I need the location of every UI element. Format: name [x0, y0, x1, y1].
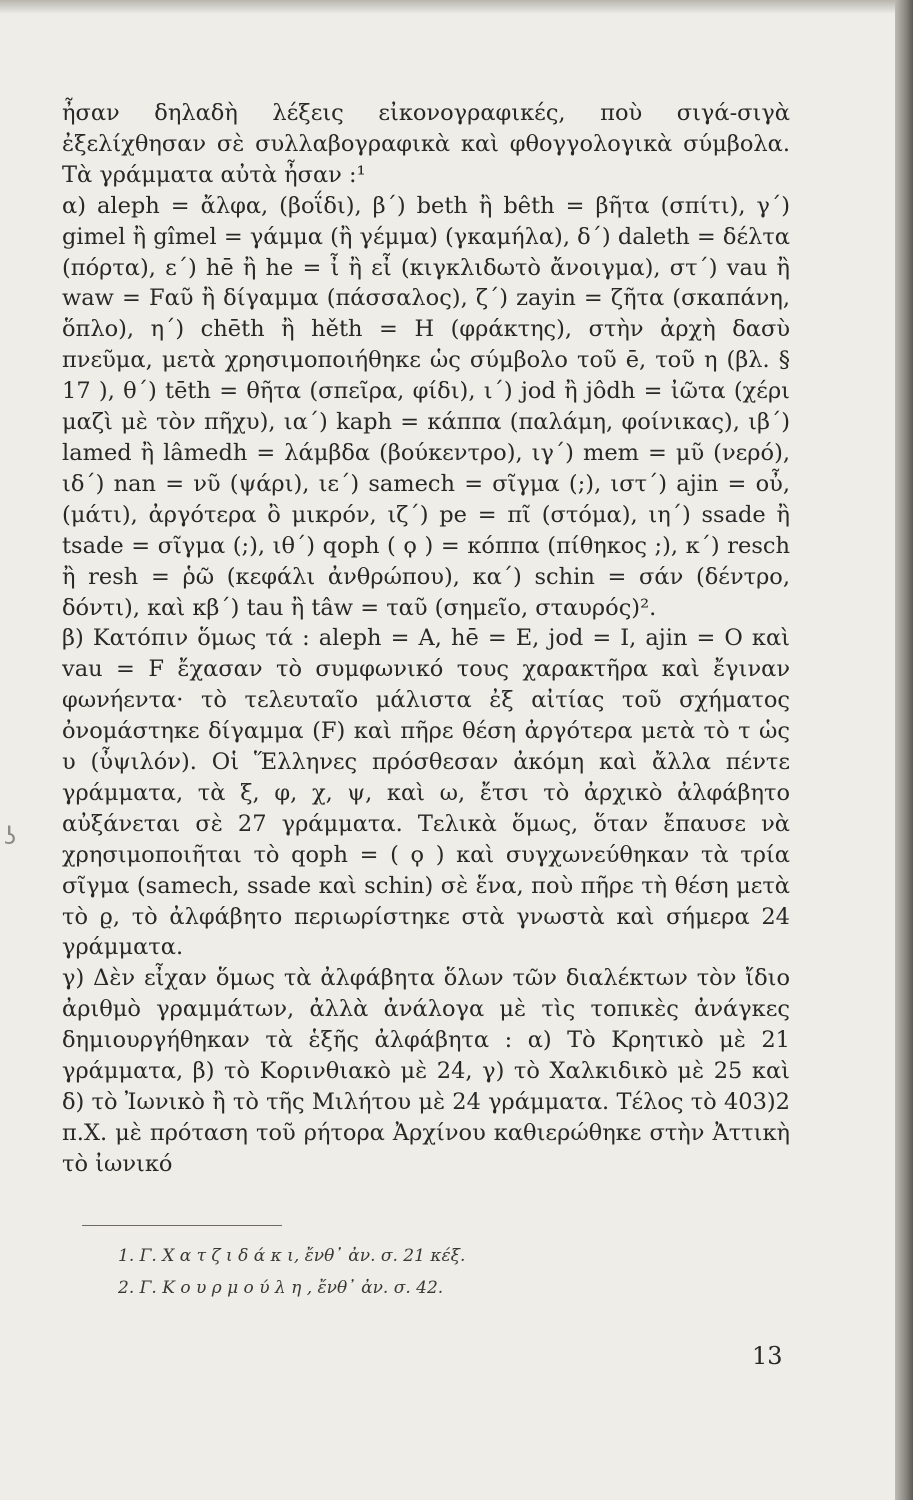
paragraph-intro: ἦσαν δηλαδὴ λέξεις εἰκονογραφικές, ποὺ σιγά-σιγὰ ἐξελίχθησαν σὲ συλλαβογραφικὰ καὶ φθογγολογικὰ σύμβολα. Τὰ γράμματα αὐτὰ ἦσαν :¹: [62, 100, 790, 188]
paragraph-beta: β) Κατόπιν ὅμως τά : aleph = A, hē = E, jod = I, ajin = O καὶ vau = F ἔχασαν τὸ συμφωνικό τους χαρακτῆρα καὶ ἔγιναν φωνήεντα· τὸ τελευταῖο μάλιστα ἐξ αἰτίας τοῦ σχήματος ὀνομάστηκε δίγαμμα (F) καὶ πῆρε θέση ἀργότερα μετὰ τὸ τ ὡς υ (ὖψιλόν). Οἱ Ἕλληνες πρόσθεσαν ἀκόμη καὶ ἄλλα πέντε γράμματα, τὰ ξ, φ, χ, ψ, καὶ ω, ἔτσι τὸ ἀρχικὸ ἀλφάβητο αὐξάνεται σὲ 27 γράμματα. Τελικὰ ὅμως, ὅταν ἔπαυσε νὰ χρησιμοποιῆται τὸ qoph = ( ϙ ) καὶ συγχωνεύθηκαν τὰ τρία σῖγμα (samech, ssade καὶ schin) σὲ ἕνα, ποὺ πῆρε τὴ θέση μετὰ τὸ ϱ, τὸ ἀλφάβητο περιωρίστηκε στὰ γνωστὰ καὶ σήμερα 24 γράμματα.: [62, 625, 790, 961]
footnote-1: 1. Γ. Χ α τ ζ ι δ ά κ ι, ἔνθ᾽ ἀν. σ. 21 κέξ.: [118, 1246, 466, 1266]
top-shadow: [0, 0, 895, 14]
paragraph-gamma: γ) Δὲν εἶχαν ὅμως τὰ ἀλφάβητα ὅλων τῶν διαλέκτων τὸν ἴδιο ἀριθμὸ γραμμάτων, ἀλλὰ ἀνάλογα μὲ τὶς τοπικὲς ἀνάγκες δημιουργήθηκαν τὰ ἑξῆς ἀλφάβητα : α) Τὸ Κρητικὸ μὲ 21 γράμματα, β) τὸ Κορινθιακὸ μὲ 24, γ) τὸ Χαλκιδικὸ μὲ 25 καὶ δ) τὸ Ἰωνικὸ ἢ τὸ τῆς Μιλήτου μὲ 24 γράμματα. Τέλος τὸ 403)2 π.Χ. μὲ πρόταση τοῦ ρήτορα Ἀρχίνου καθιερώθηκε στὴν Ἀττικὴ τὸ ἰωνικό: [62, 965, 790, 1177]
footnotes: [118, 1240, 758, 1304]
footnote-2: 2. Γ. Κ ο υ ρ μ ο ύ λ η , ἔνθ᾽ ἀν. σ. 42.: [118, 1278, 444, 1298]
page-number: 13: [752, 1342, 783, 1370]
footnote-rule: [82, 1225, 282, 1226]
paragraph-alphabet-list: α) aleph = ἄλφα, (βοΐδι), β΄) beth ἢ bêth = βῆτα (σπίτι), γ΄) gimel ἢ gîmel = γάμμα (ἢ γέμμα) (γκαμήλα), δ΄) daleth = δέλτα (πόρτα), ε΄) hē ἢ he = ἶ ἢ εἶ (κιγκλιδωτὸ ἄνοιγμα), στ΄) vau ἢ waw = Fαῦ ἢ δίγαμμα (πάσσαλος), ζ΄) zayin = ζῆτα (σκαπάνη, ὅπλο), η΄) chēth ἢ hěth = H (φράκτης), στὴν ἀρχὴ δασὺ πνεῦμα, μετὰ χρησιμοποιήθηκε ὡς σύμβολο τοῦ ē, τοῦ η (βλ. § 17 ), θ΄) tēth = θῆτα (σπεῖρα, φίδι), ι΄) jod ἢ jôdh = ἰῶτα (χέρι μαζὶ μὲ τὸν πῆχυ), ια΄) kaph = κάππα (παλάμη, φοίνικας), ιβ΄) lamed ἢ lâmedh = λάμβδα (βούκεντρο), ιγ΄) mem = μῦ (νερό), ιδ΄) nan = νῦ (ψάρι), ιε΄) samech = σῖγμα (;), ιστ΄) ajin = οὖ, (μάτι), ἀργότερα ὂ μικρόν, ιζ΄) pe = πῖ (στόμα), ιη΄) ssade ἢ tsade = σῖγμα (;), ιθ΄) qoph ( ϙ ) = κόππα (πίθηκος ;), κ΄) resch ἢ resh = ῥῶ (κεφάλι ἀνθρώπου), κα΄) schin = σάν (δέντρο, δόντι), καὶ κβ΄) tau ἢ tâw = ταῦ (σημεῖο, σταυρός)².: [62, 192, 790, 621]
body-text: [62, 98, 790, 1180]
margin-pencil-mark: ʖ: [4, 822, 17, 850]
book-spine-edge: [895, 0, 913, 1500]
